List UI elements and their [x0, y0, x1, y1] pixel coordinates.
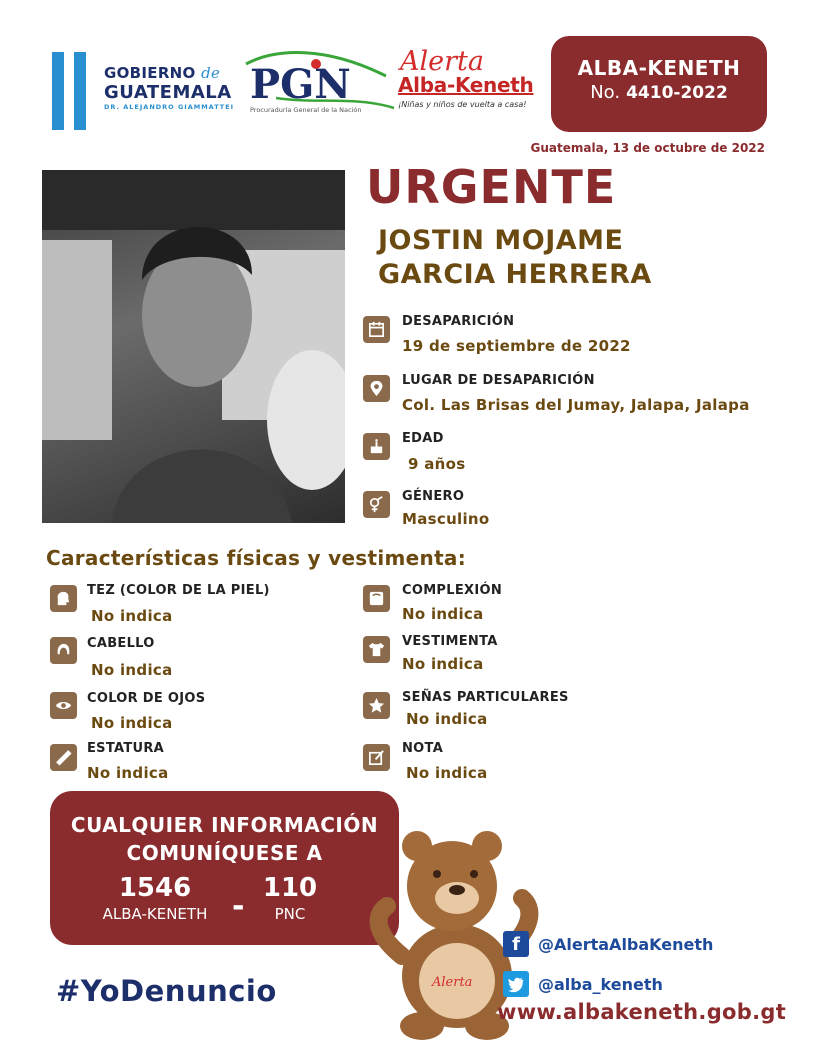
phone-label-pnc: PNC	[274, 905, 306, 923]
gender-label: GÉNERO	[402, 489, 465, 504]
phone-number-pnc[interactable]: 110	[262, 873, 318, 903]
clothing-label: VESTIMENTA	[402, 634, 498, 649]
star-icon	[363, 692, 390, 719]
gender-value: Masculino	[402, 510, 490, 528]
note-icon	[363, 744, 390, 771]
age-label: EDAD	[402, 431, 444, 446]
skin-tone-value: No indica	[91, 607, 173, 625]
disappearance-date-value: 19 de septiembre de 2022	[402, 337, 631, 355]
pgn-logo-text: PGN	[250, 61, 351, 108]
pgn-subtitle: Procuraduría General de la Nación	[250, 106, 362, 114]
hashtag: #YoDenuncio	[56, 974, 277, 1008]
gobierno-logo-line2: GUATEMALA	[104, 82, 232, 103]
bear-belly-text: Alerta	[432, 975, 473, 990]
skin-tone-label: TEZ (COLOR DE LA PIEL)	[87, 583, 270, 598]
twitter-icon[interactable]	[503, 971, 529, 997]
gobierno-logo-line3: DR. ALEJANDRO GIAMMATTEI	[104, 103, 235, 111]
alerta-logo-word: Alerta	[400, 46, 484, 77]
disappearance-place-value: Col. Las Brisas del Jumay, Jalapa, Jalapa	[402, 396, 750, 414]
alert-date: Guatemala, 13 de octubre de 2022	[530, 141, 765, 155]
scale-icon	[363, 585, 390, 612]
distinguishing-marks-label: SEÑAS PARTICULARES	[402, 690, 569, 705]
height-label: ESTATURA	[87, 741, 165, 756]
ruler-icon	[50, 744, 77, 771]
case-number-badge	[551, 36, 767, 132]
build-label: COMPLEXIÓN	[402, 583, 503, 598]
clothing-value: No indica	[402, 655, 484, 673]
twitter-handle[interactable]: @alba_keneth	[538, 975, 663, 994]
alerta-logo-name: Alba-Keneth	[398, 73, 534, 97]
hair-value: No indica	[91, 661, 173, 679]
cake-icon	[363, 433, 390, 460]
gobierno-logo-bars	[52, 52, 96, 130]
characteristics-heading: Características físicas y vestimenta:	[46, 546, 467, 570]
phone-separator: -	[232, 889, 245, 924]
phone-label-alba-keneth: ALBA-KENETH	[102, 905, 208, 923]
missing-child-photo	[42, 170, 345, 523]
eye-icon	[50, 692, 77, 719]
alerta-logo-tagline: ¡Niñas y niños de vuelta a casa!	[398, 100, 527, 109]
calendar-icon	[363, 316, 390, 343]
case-title: ALBA-KENETH	[577, 56, 741, 80]
note-value: No indica	[406, 764, 488, 782]
build-value: No indica	[402, 605, 484, 623]
facebook-handle[interactable]: @AlertaAlbaKeneth	[538, 935, 714, 954]
disappearance-place-label: LUGAR DE DESAPARICIÓN	[402, 373, 595, 388]
missing-person-name: JOSTIN MOJAME GARCIA HERRERA	[378, 225, 652, 290]
gobierno-logo-line1: GOBIERNO de	[104, 64, 221, 82]
urgent-heading: URGENTE	[366, 160, 617, 214]
website-link[interactable]: www.albakeneth.gob.gt	[497, 1000, 787, 1024]
head-icon	[50, 585, 77, 612]
note-label: NOTA	[402, 741, 444, 756]
hair-icon	[50, 637, 77, 664]
eye-color-label: COLOR DE OJOS	[87, 691, 206, 706]
distinguishing-marks-value: No indica	[406, 710, 488, 728]
age-value: 9 años	[408, 455, 466, 473]
hair-label: CABELLO	[87, 636, 155, 651]
eye-color-value: No indica	[91, 714, 173, 732]
location-pin-icon	[363, 375, 390, 402]
shirt-icon	[363, 636, 390, 663]
disappearance-date-label: DESAPARICIÓN	[402, 314, 515, 329]
contact-box	[50, 791, 399, 945]
gender-icon	[363, 491, 390, 518]
height-value: No indica	[87, 764, 169, 782]
contact-heading: CUALQUIER INFORMACIÓN COMUNÍQUESE A	[70, 813, 379, 865]
facebook-icon[interactable]: f	[503, 931, 529, 957]
case-number: No. 4410-2022	[590, 82, 728, 103]
phone-number-alba-keneth[interactable]: 1546	[118, 873, 192, 903]
